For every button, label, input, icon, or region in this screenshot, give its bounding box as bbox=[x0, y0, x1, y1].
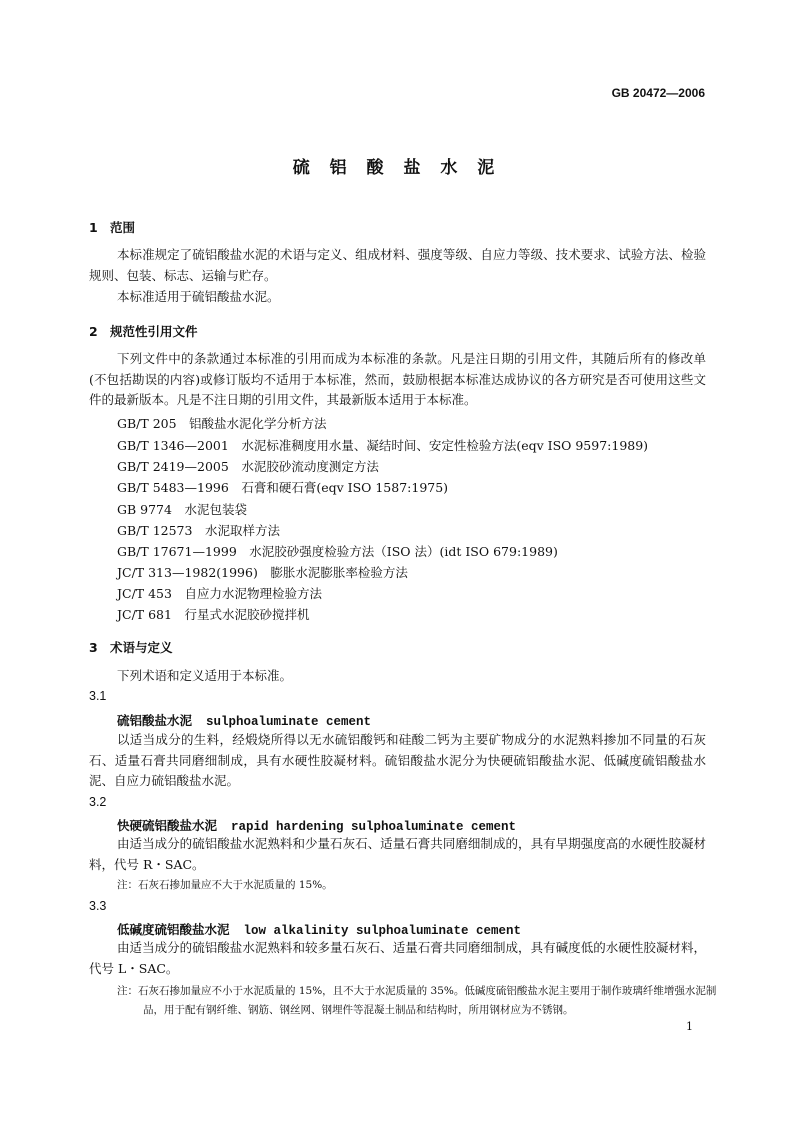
terms-intro: 下列术语和定义适用于本标准。 bbox=[117, 668, 293, 683]
document-title: 硫 铝 酸 盐 水 泥 bbox=[292, 158, 502, 178]
section-number: 1 bbox=[89, 220, 98, 235]
section-title: 术语与定义 bbox=[110, 640, 173, 655]
reference-item: GB/T 205 铝酸盐水泥化学分析方法 bbox=[117, 416, 327, 431]
term-cn: 硫铝酸盐水泥 bbox=[117, 713, 193, 728]
section-number: 3 bbox=[89, 640, 98, 655]
term-en: low alkalinity sulphoaluminate cement bbox=[243, 924, 522, 938]
reference-item: JC/T 681 行星式水泥胶砂搅拌机 bbox=[117, 607, 310, 622]
term-definition: 由适当成分的硫铝酸盐水泥熟料和较多量石灰石、适量石膏共同磨细制成，具有碱度低的水硬性胶凝材料，代号 L・SAC。 bbox=[89, 940, 706, 976]
term-cn: 低碱度硫铝酸盐水泥 bbox=[117, 922, 230, 937]
page-number: 1 bbox=[686, 1020, 693, 1033]
term-note: 注：石灰石掺加量应不大于水泥质量的 15%。 bbox=[117, 879, 333, 891]
term-note: 注：石灰石掺加量应不小于水泥质量的 15%，且不大于水泥质量的 35%。低碱度硫铝酸盐水泥主要用于制作玻璃纤维增强水泥制品，用于配有钢纤维、钢筋、钢丝网、钢埋件等混凝土制品和结构时，所用钢材应为不锈钢。 bbox=[117, 985, 717, 1016]
term-number: 3.1 bbox=[89, 689, 107, 703]
term-number: 3.2 bbox=[89, 795, 107, 809]
scope-paragraph: 本标准规定了硫铝酸盐水泥的术语与定义、组成材料、强度等级、自应力等级、技术要求、试验方法、检验规则、包装、标志、运输与贮存。 bbox=[89, 247, 706, 283]
section-1-heading bbox=[89, 218, 135, 236]
term-definition: 由适当成分的硫铝酸盐水泥熟料和少量石灰石、适量石膏共同磨细制成的，具有早期强度高的水硬性胶凝材料，代号 R・SAC。 bbox=[89, 836, 706, 872]
reference-item: GB 9774 水泥包装袋 bbox=[117, 502, 247, 517]
reference-item: GB/T 12573 水泥取样方法 bbox=[117, 523, 280, 538]
term-heading bbox=[117, 711, 371, 729]
term-heading bbox=[117, 920, 521, 938]
scope-applicability: 本标准适用于硫铝酸盐水泥。 bbox=[117, 289, 280, 304]
references-intro: 下列文件中的条款通过本标准的引用而成为本标准的条款。凡是注日期的引用文件，其随后所有的修改单(不包括勘误的内容)或修订版均不适用于本标准，然而，鼓励根据本标准达成协议的各方研究是否可使用这些文件的最新版本。凡是不注日期的引用文件，其最新版本适用于本标准。 bbox=[89, 351, 706, 407]
term-number: 3.3 bbox=[89, 899, 107, 913]
term-heading bbox=[117, 816, 516, 834]
section-title: 规范性引用文件 bbox=[110, 324, 198, 339]
term-en: sulphoaluminate cement bbox=[206, 715, 372, 729]
section-3-heading bbox=[89, 638, 173, 656]
reference-item: GB/T 17671—1999 水泥胶砂强度检验方法（ISO 法）(idt ISO 679:1989) bbox=[117, 544, 558, 559]
standard-number: GB 20472—2006 bbox=[611, 86, 705, 100]
term-definition: 以适当成分的生料，经煅烧所得以无水硫铝酸钙和硅酸二钙为主要矿物成分的水泥熟料掺加不同量的石灰石、适量石膏共同磨细制成，具有水硬性胶凝材料。硫铝酸盐水泥分为快硬硫铝酸盐水泥、低碱度硫铝酸盐水泥、自应力硫铝酸盐水泥。 bbox=[89, 732, 706, 788]
term-en: rapid hardening sulphoaluminate cement bbox=[231, 820, 517, 834]
term-cn: 快硬硫铝酸盐水泥 bbox=[117, 818, 218, 833]
reference-item: JC/T 453 自应力水泥物理检验方法 bbox=[117, 586, 322, 601]
section-2-heading bbox=[89, 322, 198, 340]
section-number: 2 bbox=[89, 324, 98, 339]
reference-item: GB/T 1346—2001 水泥标准稠度用水量、凝结时间、安定性检验方法(eqv ISO 9597:1989) bbox=[117, 438, 649, 453]
section-title: 范围 bbox=[110, 220, 136, 235]
reference-item: GB/T 5483—1996 石膏和硬石膏(eqv ISO 1587:1975) bbox=[117, 480, 449, 495]
reference-item: GB/T 2419—2005 水泥胶砂流动度测定方法 bbox=[117, 459, 379, 474]
reference-item: JC/T 313—1982(1996) 膨胀水泥膨胀率检验方法 bbox=[117, 565, 408, 580]
